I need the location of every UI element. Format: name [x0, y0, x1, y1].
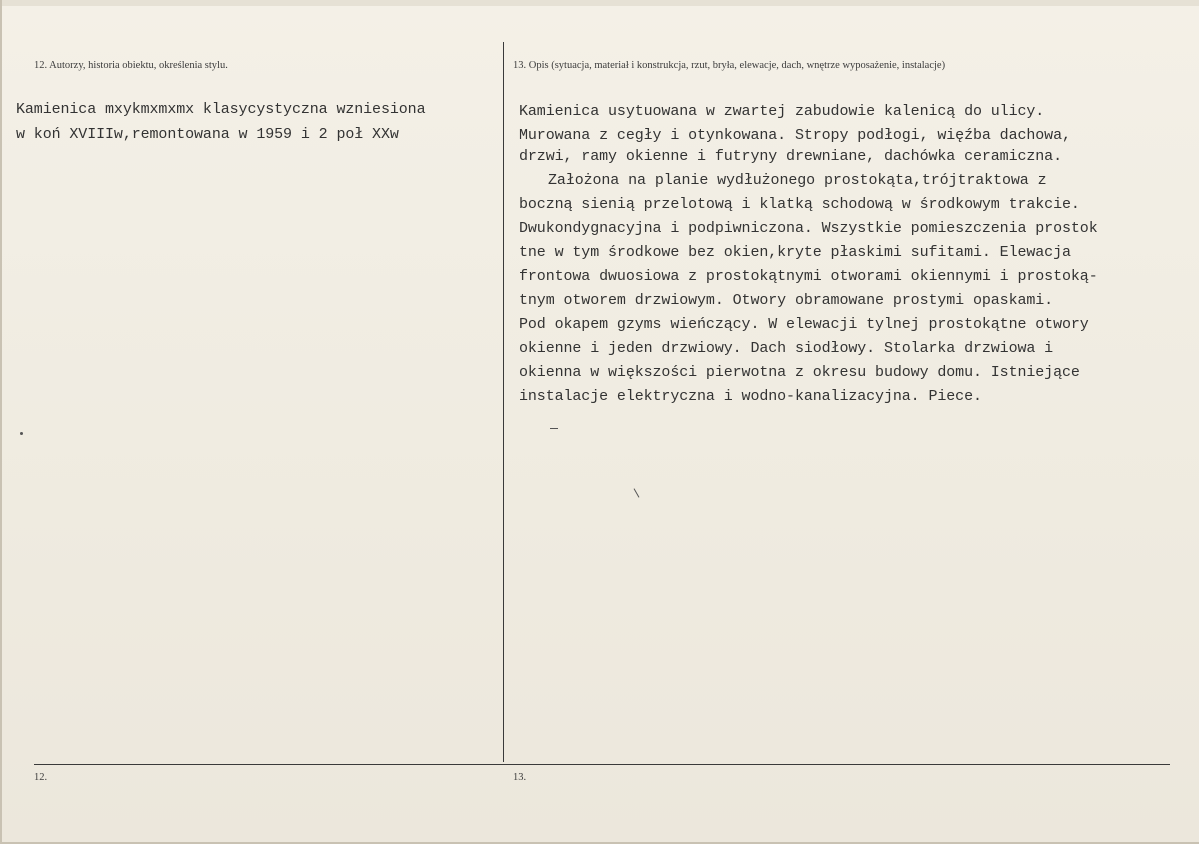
- paper-speck: [634, 488, 640, 497]
- section-13-line-3: drzwi, ramy okienne i futryny drewniane, dachówka ceramiczna.: [519, 148, 1062, 165]
- section-12-line-2: w koń XVIIIw,remontowana w 1959 i 2 poł XXw: [16, 126, 399, 143]
- section-13-line-10: Pod okapem gzyms wieńczący. W elewacji tylnej prostokątne otwory: [519, 316, 1089, 333]
- section-13-line-4: Założona na planie wydłużonego prostokąta,trójtraktowa z: [548, 172, 1047, 189]
- footer-field-13: 13.: [513, 772, 527, 783]
- paper-speck: [20, 432, 23, 435]
- section-13-line-1: Kamienica usytuowana w zwartej zabudowie kalenicą do ulicy.: [519, 103, 1045, 120]
- section-13-header: 13. Opis (sytuacja, materiał i konstrukcja, rzut, bryła, elewacje, dach, wnętrze wyposażenie, instalacje): [513, 60, 946, 71]
- section-13-line-8: frontowa dwuosiowa z prostokątnymi otworami okiennymi i prostoką-: [519, 268, 1098, 285]
- footer-field-12: 12.: [34, 772, 48, 783]
- section-13-line-7: tne w tym środkowe bez okien,kryte płaskimi sufitami. Elewacja: [519, 244, 1071, 261]
- section-13-line-2: Murowana z cegły i otynkowana. Stropy podłogi, więźba dachowa,: [519, 127, 1071, 144]
- column-divider: [503, 42, 504, 762]
- section-13-line-5: boczną sienią przelotową i klatką schodową w środkowym trakcie.: [519, 196, 1080, 213]
- section-12-line-1: Kamienica mxykmxmxmx klasycystyczna wzniesiona: [16, 101, 426, 118]
- bottom-rule: [34, 764, 1170, 765]
- section-13-line-6: Dwukondygnacyjna i podpiwniczona. Wszystkie pomieszczenia prostok: [519, 220, 1098, 237]
- section-12-header: 12. Autorzy, historia obiektu, określenia stylu.: [34, 60, 228, 71]
- section-13-line-9: tnym otworem drzwiowym. Otwory obramowane prostymi opaskami.: [519, 292, 1054, 309]
- paper-speck: [550, 428, 558, 429]
- card-top-edge: [2, 0, 1199, 6]
- section-13-line-13: instalacje elektryczna i wodno-kanalizacyjna. Piece.: [519, 388, 982, 405]
- section-13-line-11: okienne i jeden drzwiowy. Dach siodłowy. Stolarka drzwiowa i: [519, 340, 1054, 357]
- section-13-line-12: okienna w większości pierwotna z okresu budowy domu. Istniejące: [519, 364, 1080, 381]
